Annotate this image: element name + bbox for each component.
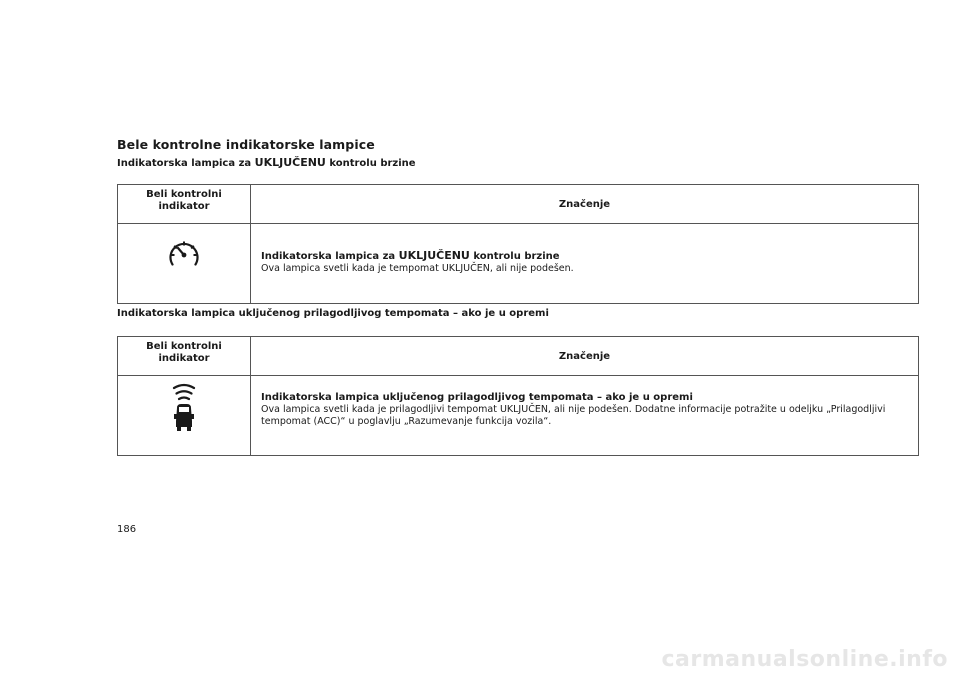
title-caps: UKLJUČENU: [398, 249, 470, 262]
description-cell: [251, 376, 919, 456]
adaptive-cruise-control-icon: [169, 381, 199, 435]
indicator-table-acc: [117, 336, 919, 456]
header-indicator-line2: indikator: [158, 353, 210, 364]
subheading-suffix: kontrolu brzine: [325, 158, 416, 169]
table-row: [118, 376, 919, 456]
cruise-control-speedometer-icon: [167, 238, 201, 272]
subheading-caps: UKLJUČENU: [254, 156, 326, 169]
title-prefix: Indikatorska lampica za: [261, 251, 399, 262]
subheading-cruise-control: [117, 156, 416, 169]
header-indicator: [118, 337, 251, 376]
icon-cell: [118, 224, 251, 304]
header-meaning: Značenje: [251, 185, 919, 224]
header-indicator-line1: Beli kontrolni: [146, 189, 222, 200]
table-row: [118, 224, 919, 304]
header-indicator: [118, 185, 251, 224]
subheading-adaptive-cruise: Indikatorska lampica uključenog prilagodljivog tempomata – ako je u opremi: [117, 308, 549, 319]
header-indicator-line2: indikator: [158, 201, 210, 212]
description-text: Ova lampica svetli kada je tempomat UKLJUČEN, ali nije podešen.: [261, 263, 574, 274]
header-indicator-line1: Beli kontrolni: [146, 341, 222, 352]
description-cell: [251, 224, 919, 304]
indicator-table-cruise: [117, 184, 919, 304]
watermark: carmanualsonline.info: [661, 647, 948, 672]
icon-cell: [118, 376, 251, 456]
description-title: [261, 250, 908, 263]
table-header-row: [118, 337, 919, 376]
section-title: Bele kontrolne indikatorske lampice: [117, 137, 375, 152]
table-header-row: [118, 185, 919, 224]
header-meaning: Značenje: [251, 337, 919, 376]
description-text: Ova lampica svetli kada je prilagodljivi tempomat UKLJUČEN, ali nije podešen. Dodatne informacije potražite u odeljku „Prilagodljivi tempomat (ACC)“ u poglavlju „Razumevanje funkcija vozila“.: [261, 404, 886, 427]
description-title: Indikatorska lampica uključenog prilagodljivog tempomata – ako je u opremi: [261, 392, 693, 403]
title-suffix: kontrolu brzine: [469, 251, 560, 262]
subheading-prefix: Indikatorska lampica za: [117, 158, 255, 169]
page-number: 186: [117, 524, 137, 535]
